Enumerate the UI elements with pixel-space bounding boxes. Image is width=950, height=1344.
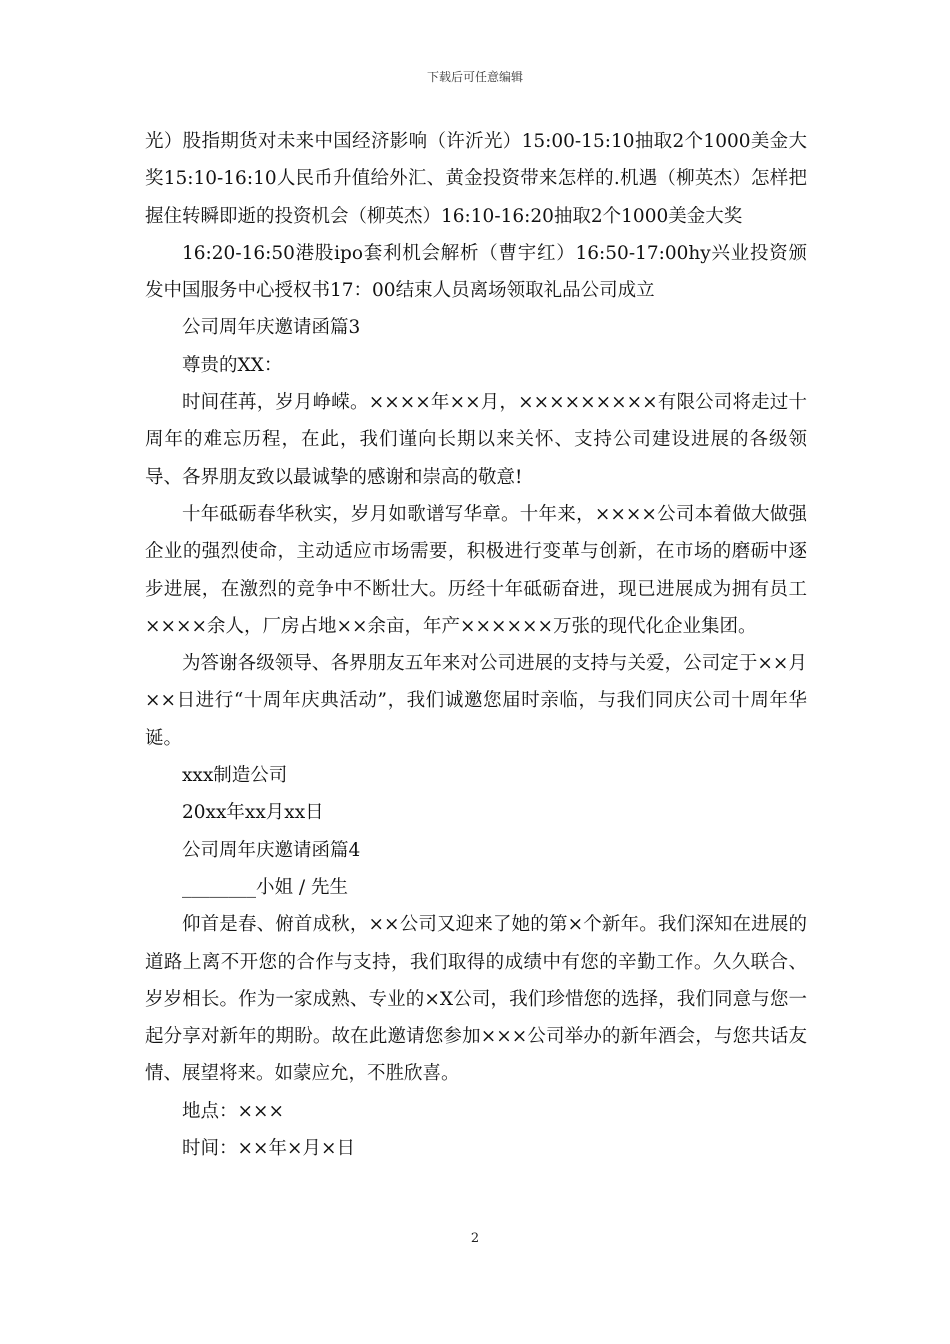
paragraph-history: 十年砥砺春华秋实，岁月如歌谱写华章。十年来，××××公司本着做大做强企业的强烈使命，主动适应市场需要，积极进行变革与创新，在市场的磨砺中逐步进展，在激烈的竞争中不断壮大。历经十年砥砺奋进，现已进展成为拥有员工××××余人，厂房占地××余亩，年产××××××万张的现代化企业集团。 <box>145 503 807 637</box>
page-header: 下载后可任意编辑 <box>426 70 523 84</box>
paragraph-invitation: 为答谢各级领导、各界朋友五年来对公司进展的支持与关爱，公司定于××月××日进行“十周年庆典活动”，我们诚邀您届时亲临，与我们同庆公司十周年华诞。 <box>145 653 807 749</box>
time-line: 时间：××年×月×日 <box>182 1138 356 1160</box>
signature-date: 20xx年xx月xx日 <box>182 802 324 824</box>
section-title-3: 公司周年庆邀请函篇3 <box>182 317 361 339</box>
addressee-line: ________小姐 / 先生 <box>182 876 348 898</box>
salutation: 尊贵的XX： <box>182 354 283 376</box>
signature-company: xxx制造公司 <box>182 765 288 787</box>
page-number: 2 <box>470 1231 480 1246</box>
paragraph-new-year: 仰首是春、俯首成秋，××公司又迎来了她的第×个新年。我们深知在进展的道路上离不开您的合作与支持，我们取得的成绩中有您的辛勤工作。久久联合、岁岁相长。作为一家成熟、专业的×X公司，我们珍惜您的选择，我们同意与您一起分享对新年的期盼。故在此邀请您参加×××公司举办的新年酒会，与您共话友情、展望将来。如蒙应允，不胜欣喜。 <box>145 914 807 1085</box>
paragraph-intro: 时间荏苒，岁月峥嵘。××××年××月，×××××××××有限公司将走过十周年的难忘历程，在此，我们谨向长期以来关怀、支持公司建设进展的各级领导、各界朋友致以最诚挚的感谢和崇高的敬意! <box>145 392 807 488</box>
paragraph-schedule-end: 16:20-16:50港股ipo套利机会解析（曹宇红）16:50-17:00hy兴业投资颁发中国服务中心授权书17：00结束人员离场领取礼品公司成立 <box>145 242 807 302</box>
section-title-4: 公司周年庆邀请函篇4 <box>182 839 361 861</box>
location-line: 地点：××× <box>182 1100 285 1122</box>
paragraph-schedule-continued: 光）股指期货对未来中国经济影响（许沂光）15:00-15:10抽取2个1000美金大奖15:10-16:10人民币升值给外汇、黄金投资带来怎样的.机遇（柳英杰）怎样把握住转瞬即逝的投资机会（柳英杰）16:10-16:20抽取2个1000美金大奖 <box>145 131 807 227</box>
document-body <box>145 123 807 1167</box>
